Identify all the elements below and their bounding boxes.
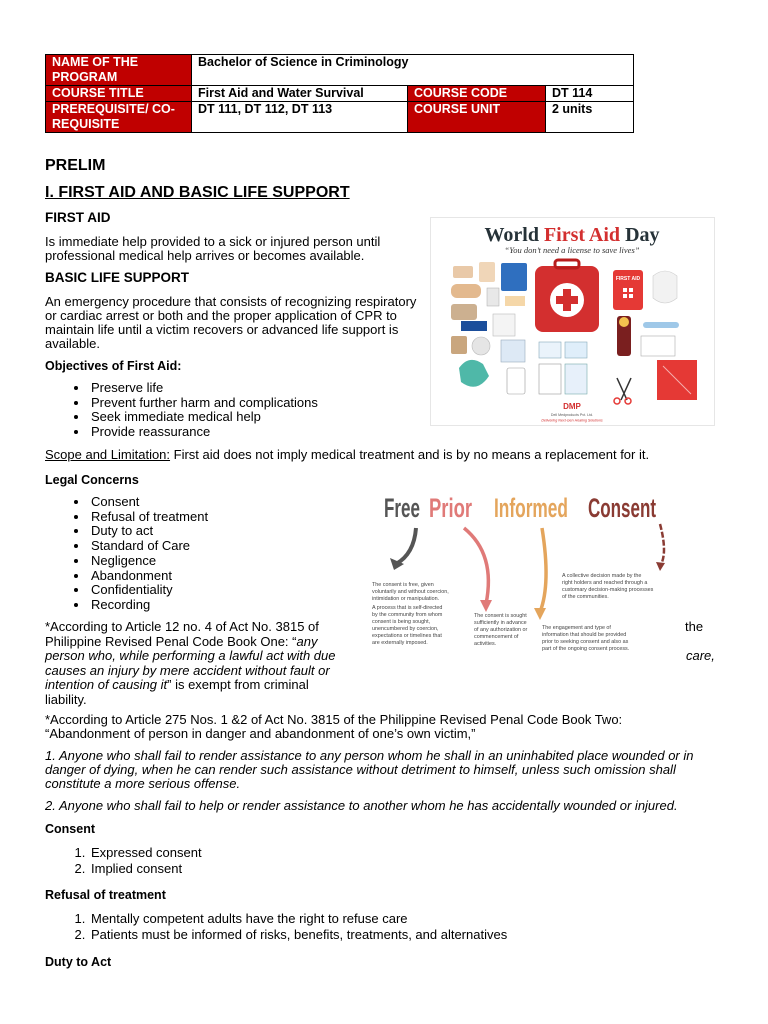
duty-heading: Duty to Act bbox=[45, 955, 112, 969]
list-item: 2. Patients must be informed of risks, benefits, treatments, and alternatives bbox=[89, 927, 689, 943]
arrow-consent-icon bbox=[660, 524, 664, 566]
course-info-table bbox=[45, 54, 634, 133]
label-icon bbox=[461, 321, 487, 331]
program-label: NAME OF THE PROGRAM bbox=[46, 55, 192, 86]
section-title: I. FIRST AID AND BASIC LIFE SUPPORT bbox=[45, 184, 350, 201]
bls-heading: BASIC LIFE SUPPORT bbox=[45, 270, 190, 285]
first-aid-kit-illustration bbox=[431, 218, 714, 425]
world-first-aid-day-image bbox=[430, 217, 715, 426]
fad-subtitle: “You don’t need a license to save lives” bbox=[504, 245, 640, 255]
svg-text:A process that is self-directe: A process that is self-directed bbox=[372, 605, 443, 611]
list-item: • Preserve life bbox=[89, 381, 461, 396]
objectives-list bbox=[45, 381, 461, 440]
list-item: 1. Mentally competent adults have the right to refuse care bbox=[89, 911, 689, 927]
svg-text:part of the ongoing consent pr: part of the ongoing consent process. bbox=[542, 646, 630, 652]
fpic-diagram bbox=[356, 484, 672, 680]
desc-free bbox=[372, 582, 449, 646]
svg-text:sufficiently in advance: sufficiently in advance bbox=[474, 620, 527, 626]
list-item: • Seek immediate medical help bbox=[89, 410, 461, 425]
article-12-line: Philippine Revised Penal Code Book One: “any bbox=[45, 633, 318, 649]
fad-title: World First Aid Day bbox=[484, 224, 660, 246]
list-item: • Prevent further harm and complications bbox=[89, 396, 461, 411]
svg-text:voluntarily and without coerci: voluntarily and without coercion, bbox=[372, 589, 449, 595]
desc-prior bbox=[474, 613, 528, 647]
pack-icon bbox=[487, 288, 499, 306]
prereq-label: PREREQUISITE/ CO-REQUISITE bbox=[46, 102, 192, 133]
svg-text:unencumbered by coercion,: unencumbered by coercion, bbox=[372, 626, 439, 632]
course-title-value: First Aid and Water Survival bbox=[192, 86, 408, 102]
list-item: • Refusal of treatment bbox=[89, 510, 389, 525]
kit-handle-icon bbox=[555, 260, 579, 268]
consent-list bbox=[45, 845, 589, 876]
legal-list bbox=[45, 495, 389, 613]
fpic-image bbox=[356, 484, 672, 680]
brand-line-1: Dell Medproducts Pvt. Ltd. bbox=[550, 413, 594, 417]
arrow-informed-icon bbox=[540, 528, 546, 612]
svg-text:commencement of: commencement of bbox=[474, 634, 519, 640]
svg-text:of the communities.: of the communities. bbox=[562, 594, 609, 600]
prelim-heading: PRELIM bbox=[45, 157, 106, 174]
article-12-line: causes an injury by mere accident without fault or bbox=[45, 662, 330, 678]
course-unit-value: 2 units bbox=[546, 102, 634, 133]
svg-text:activities.: activities. bbox=[474, 641, 497, 647]
list-item: 1. Expressed consent bbox=[89, 845, 589, 861]
brand-line-2: Delivering Next-Gen Healing Solutions bbox=[541, 418, 603, 423]
course-title-label: COURSE TITLE bbox=[46, 86, 192, 102]
list-item: • Duty to act bbox=[89, 524, 389, 539]
roll-icon bbox=[451, 336, 467, 354]
prereq-value: DT 111, DT 112, DT 113 bbox=[192, 102, 408, 133]
article-275-item-1: 1. Anyone who shall fail to render assistance to any person whom he shall in an uninhabited place wounded or in danger of dying, when he can render such assistance without detriment to himself, unless such omission shall constitute a more serious offense. bbox=[45, 748, 694, 791]
svg-text:The consent is free, given: The consent is free, given bbox=[372, 582, 434, 588]
list-item: • Confidentiality bbox=[89, 583, 389, 598]
plaster-icon bbox=[479, 262, 495, 282]
objectives-heading: Objectives of First Aid: bbox=[45, 359, 182, 373]
desc-consent bbox=[562, 573, 654, 600]
article-12-paragraph bbox=[45, 620, 365, 708]
list-item: • Recording bbox=[89, 598, 389, 613]
word-free: Free bbox=[384, 493, 420, 523]
scope-paragraph bbox=[45, 448, 735, 462]
desc-informed bbox=[542, 625, 629, 652]
bandage-icon bbox=[453, 266, 473, 278]
article-275-intro: *According to Article 275 Nos. 1 &2 of Act No. 3815 of the Philippine Revised Penal Code Book Two: bbox=[45, 712, 623, 727]
svg-text:The engagement and type of: The engagement and type of bbox=[542, 625, 611, 631]
svg-text:by the community from whom: by the community from whom bbox=[372, 612, 443, 618]
scope-label: Scope and Limitation: bbox=[45, 447, 171, 462]
mask-icon bbox=[653, 271, 677, 303]
list-item: • Provide reassurance bbox=[89, 425, 461, 440]
article-12-line: *According to Article 12 no. 4 of Act No. 3815 of bbox=[45, 619, 319, 634]
pads-icon bbox=[641, 336, 675, 356]
svg-text:prior to seeking consent and a: prior to seeking consent and also as bbox=[542, 639, 629, 645]
svg-text:intimidation or manipulation.: intimidation or manipulation. bbox=[372, 596, 440, 602]
svg-text:of any authorization or: of any authorization or bbox=[474, 627, 528, 633]
svg-text:FIRST AID: FIRST AID bbox=[615, 276, 641, 282]
tape-roll-icon bbox=[472, 337, 490, 355]
bandage-pack-icon bbox=[539, 364, 561, 394]
list-item: • Abandonment bbox=[89, 569, 389, 584]
arrow-prior-icon bbox=[464, 528, 488, 604]
bls-text: An emergency procedure that consists of recognizing respiratory or cardiac arrest or both and the proper application of CPR to maintain life until a victim recovers or advanced life support is available. bbox=[45, 294, 417, 351]
article-12-line: liability. bbox=[45, 691, 87, 707]
article-275-item-2: 2. Anyone who shall fail to help or render assistance to another whom he has accidentally wounded or injured. bbox=[45, 798, 678, 813]
tape-icon bbox=[451, 304, 477, 320]
course-unit-label: COURSE UNIT bbox=[408, 102, 546, 133]
dressing-pack-icon bbox=[565, 364, 587, 394]
svg-text:customary decision-making proc: customary decision-making processes bbox=[562, 587, 654, 593]
svg-text:right holders and reached thro: right holders and reached through a bbox=[562, 580, 648, 586]
course-code-value: DT 114 bbox=[546, 86, 634, 102]
sachet-icon bbox=[539, 342, 561, 358]
refusal-list bbox=[45, 911, 689, 942]
gloves-icon bbox=[459, 360, 489, 387]
bandage-roll-icon bbox=[451, 284, 481, 298]
article-12-right-word: the bbox=[685, 619, 704, 634]
consent-heading: Consent bbox=[45, 822, 95, 836]
refusal-heading: Refusal of treatment bbox=[45, 888, 166, 902]
article-12-line: intention of causing it” is exempt from criminal bbox=[45, 677, 309, 693]
program-value: Bachelor of Science in Criminology bbox=[192, 55, 634, 86]
word-prior: Prior bbox=[429, 493, 473, 523]
legal-heading: Legal Concerns bbox=[45, 473, 139, 487]
article-275-title: “Abandonment of person in danger and abandonment of one’s own victim,” bbox=[45, 726, 476, 741]
first-aid-heading: FIRST AID bbox=[45, 210, 111, 225]
scope-text: First aid does not imply medical treatment and is by no means a replacement for it. bbox=[170, 447, 650, 462]
plaster-strip-icon bbox=[505, 296, 525, 306]
arrow-free-icon bbox=[396, 528, 416, 564]
sachet-icon bbox=[565, 342, 587, 358]
bottle-icon bbox=[507, 368, 525, 394]
article-12-right-word: care, bbox=[686, 648, 715, 663]
word-consent: Consent bbox=[588, 493, 657, 523]
dressing-icon bbox=[501, 340, 525, 362]
brand-logo: DMP bbox=[563, 402, 581, 411]
svg-text:A collective decision made by: A collective decision made by the bbox=[562, 573, 642, 579]
list-item: • Consent bbox=[89, 495, 389, 510]
list-item: • Negligence bbox=[89, 554, 389, 569]
svg-text:consent is being sought,: consent is being sought, bbox=[372, 619, 431, 625]
svg-text:information that should be pro: information that should be provided bbox=[542, 632, 627, 638]
word-informed: Informed bbox=[494, 493, 568, 523]
svg-text:are externally imposed.: are externally imposed. bbox=[372, 640, 428, 646]
svg-text:expectations or timelines that: expectations or timelines that bbox=[372, 633, 442, 639]
scissors-icon bbox=[617, 378, 631, 400]
first-aid-text: Is immediate help provided to a sick or injured person until professional medical help arrives or becomes available. bbox=[45, 234, 381, 263]
thermometer-icon bbox=[643, 322, 679, 328]
course-code-label: COURSE CODE bbox=[408, 86, 546, 102]
list-item: 2. Implied consent bbox=[89, 861, 589, 877]
gauze-box-icon bbox=[501, 263, 527, 291]
gauze-pad-icon bbox=[493, 314, 515, 336]
article-12-line: person who, while performing a lawful act with due bbox=[45, 648, 336, 664]
svg-text:The consent is sought: The consent is sought bbox=[474, 613, 527, 619]
list-item: • Standard of Care bbox=[89, 539, 389, 554]
